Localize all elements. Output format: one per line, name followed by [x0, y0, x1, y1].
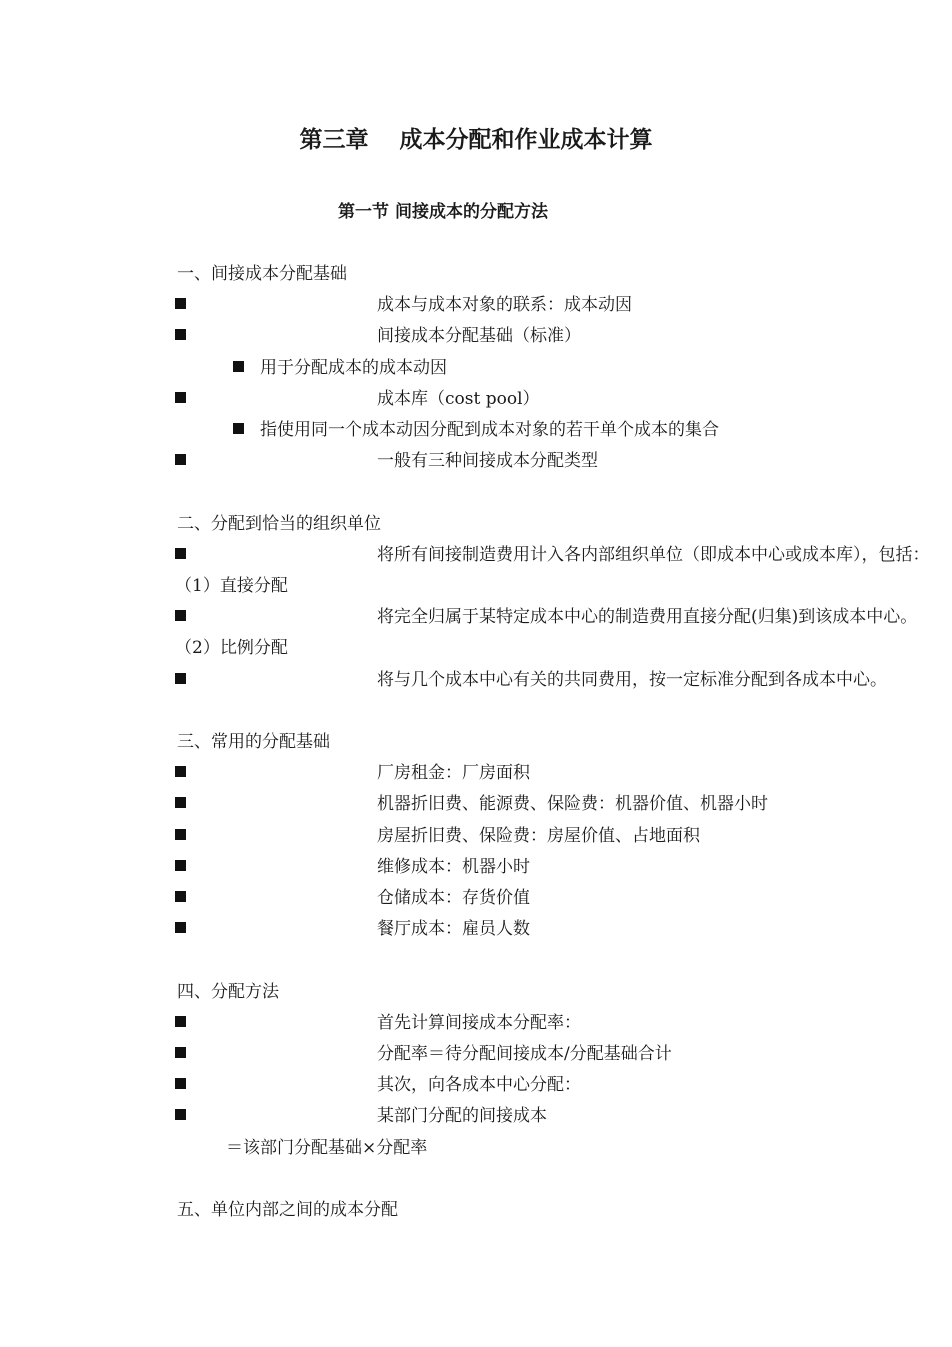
- chapter-title: 第三章 成本分配和作业成本计算: [299, 126, 653, 153]
- section-heading: 二、分配到恰当的组织单位: [177, 514, 381, 534]
- square-bullet-icon: [175, 1047, 186, 1058]
- list-item: 房屋折旧费、保险费：房屋价值、占地面积: [175, 824, 186, 848]
- section-heading: 三、常用的分配基础: [177, 732, 330, 752]
- square-bullet-icon: [175, 454, 186, 465]
- list-item: 将所有间接制造费用计入各内部组织单位（即成本中心或成本库），包括：: [175, 543, 186, 567]
- square-bullet-icon: [175, 1016, 186, 1027]
- square-bullet-icon: [175, 860, 186, 871]
- list-item: 成本库（cost pool）: [175, 387, 186, 411]
- list-item: 间接成本分配基础（标准）: [175, 324, 186, 348]
- list-item: 将与几个成本中心有关的共同费用，按一定标准分配到各成本中心。: [175, 668, 186, 692]
- list-item: 分配率＝待分配间接成本/分配基础合计: [175, 1042, 186, 1066]
- square-bullet-icon: [175, 922, 186, 933]
- sub-heading: （2）比例分配: [175, 638, 288, 658]
- list-item: 成本与成本对象的联系：成本动因: [175, 293, 186, 317]
- sub-list-item: 用于分配成本的成本动因: [233, 356, 244, 380]
- list-item: 仓储成本：存货价值: [175, 886, 186, 910]
- sub-heading: （1）直接分配: [175, 576, 288, 596]
- section-title: 第一节 间接成本的分配方法: [338, 202, 548, 222]
- section-heading: 一、间接成本分配基础: [177, 264, 347, 284]
- list-item: 将完全归属于某特定成本中心的制造费用直接分配(归集)到该成本中心。: [175, 605, 186, 629]
- list-item: 机器折旧费、能源费、保险费：机器价值、机器小时: [175, 792, 186, 816]
- square-bullet-icon: [233, 423, 244, 434]
- section-heading: 四、分配方法: [177, 982, 279, 1002]
- formula-line: ＝该部门分配基础×分配率: [226, 1138, 428, 1158]
- list-item: 餐厅成本：雇员人数: [175, 917, 186, 941]
- list-item: 维修成本：机器小时: [175, 855, 186, 879]
- square-bullet-icon: [175, 829, 186, 840]
- square-bullet-icon: [175, 392, 186, 403]
- square-bullet-icon: [175, 1078, 186, 1089]
- square-bullet-icon: [175, 673, 186, 684]
- list-item: 厂房租金：厂房面积: [175, 761, 186, 785]
- list-item: 其次，向各成本中心分配：: [175, 1073, 186, 1097]
- square-bullet-icon: [175, 610, 186, 621]
- section-heading: 五、单位内部之间的成本分配: [177, 1200, 398, 1220]
- square-bullet-icon: [175, 548, 186, 559]
- square-bullet-icon: [175, 1109, 186, 1120]
- square-bullet-icon: [175, 797, 186, 808]
- square-bullet-icon: [175, 766, 186, 777]
- square-bullet-icon: [175, 298, 186, 309]
- list-item: 首先计算间接成本分配率：: [175, 1011, 186, 1035]
- square-bullet-icon: [233, 361, 244, 372]
- list-item: 一般有三种间接成本分配类型: [175, 449, 186, 473]
- square-bullet-icon: [175, 891, 186, 902]
- sub-list-item: 指使用同一个成本动因分配到成本对象的若干单个成本的集合: [233, 418, 244, 442]
- list-item: 某部门分配的间接成本: [175, 1104, 186, 1128]
- square-bullet-icon: [175, 329, 186, 340]
